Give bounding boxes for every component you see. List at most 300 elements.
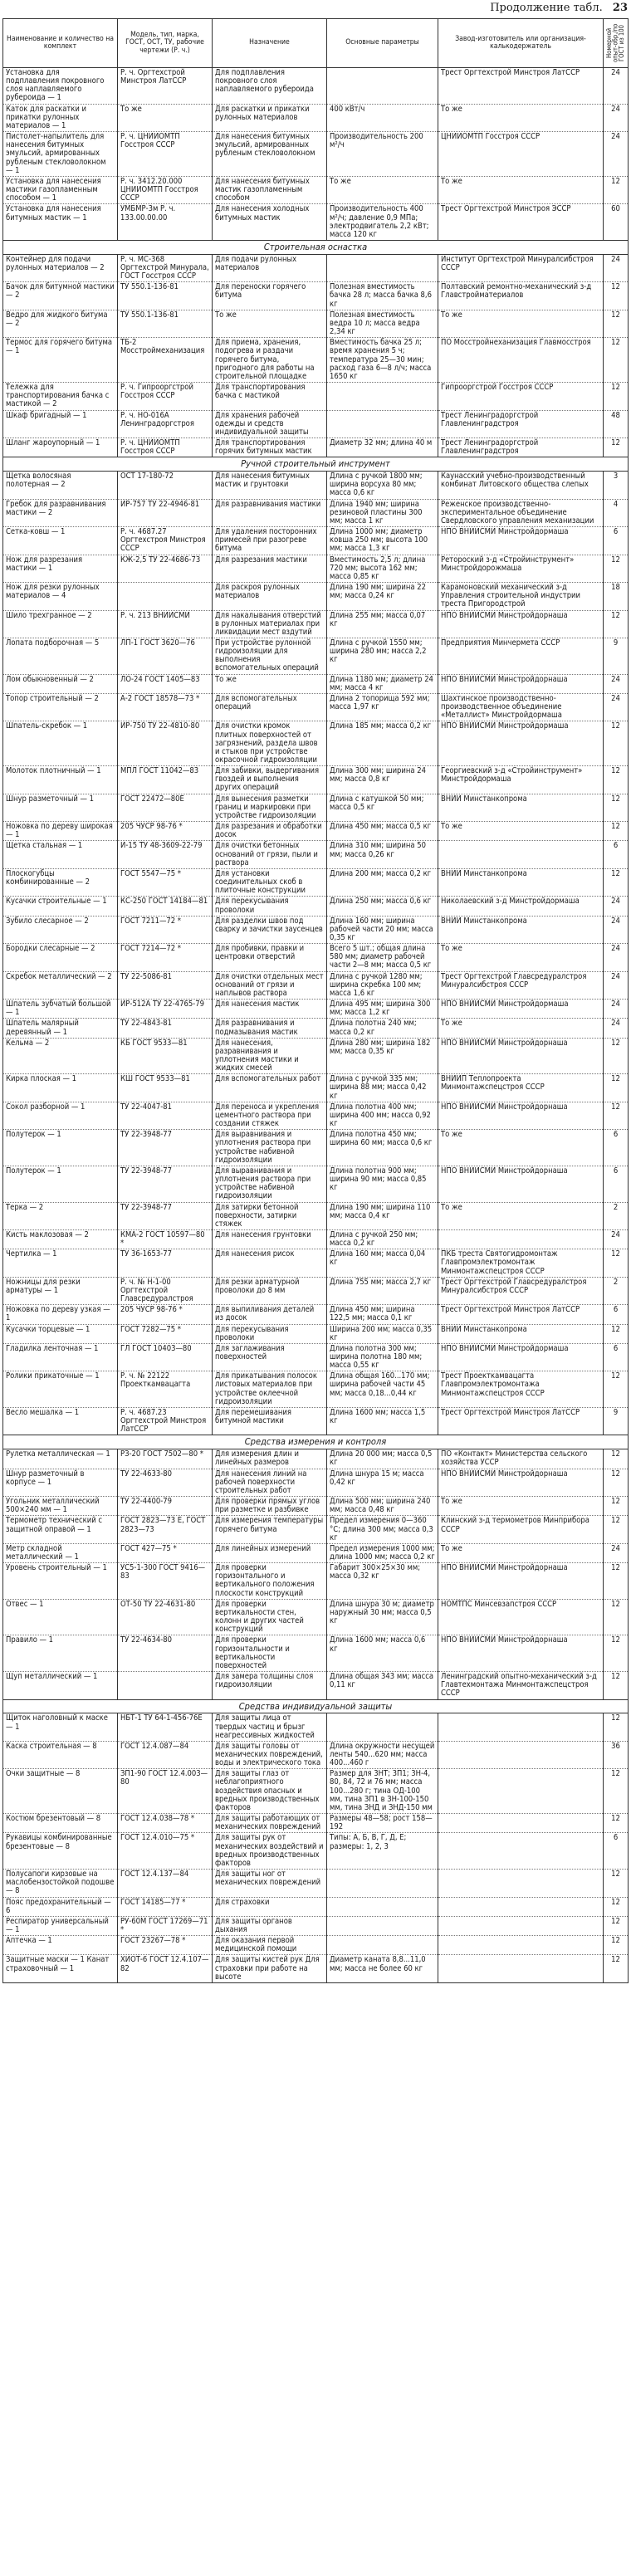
cell-norm: 6: [604, 1343, 629, 1371]
table-row: [3, 527, 629, 555]
section-header-row: [3, 457, 629, 472]
cell-name: Шкаф бригадный — 1: [3, 410, 118, 437]
cell-manufacturer: ВНИИП Теплопроекта Минмонтажспецстроя СССР: [438, 1074, 604, 1102]
cell-params: Длина полотна 300 мм; ширина полотна 180 мм; масса 0,55 кг: [327, 1343, 438, 1371]
cell-model: А-2 ГОСТ 18578—73 *: [118, 693, 213, 721]
cell-norm: 24: [604, 1229, 629, 1249]
cell-params: Длина с ручкой 1800 мм; ширина ворсуха 80 мм; масса 0,6 кг: [327, 472, 438, 499]
cell-params: Размер для 3НТ; 3П1; 3Н-4, 80, 84, 72 и 76 мм; масса 100...280 г; тина ОД-100 мм, тина ЗП1 в ЗН-100-150 мм, тина ЗНД и ЗНД-150 мм: [327, 1769, 438, 1814]
cell-model: НБТ-1 ТУ 64-1-456-76Е: [118, 1713, 213, 1741]
cell-name: Гладилка ленточная — 1: [3, 1343, 118, 1371]
cell-manufacturer: Шахтинское производственно-производственное объединение «Металлист» Минстройдормаша: [438, 693, 604, 721]
table-row: [3, 1543, 629, 1562]
cell-params: [327, 254, 438, 281]
table-row: [3, 971, 629, 999]
cell-purpose: Для транспортирования бачка с мастикой: [213, 383, 327, 410]
cell-manufacturer: [438, 1936, 604, 1955]
cell-model: ГОСТ 427—75 *: [118, 1543, 213, 1562]
table-row: [3, 766, 629, 794]
cell-name: Угольник металлический 500×240 мм — 1: [3, 1497, 118, 1516]
cell-params: Длина 495 мм; ширина 300 мм; масса 1,2 кг: [327, 1000, 438, 1019]
cell-norm: 12: [604, 1497, 629, 1516]
cell-model: ТУ 22-3948-77: [118, 1202, 213, 1229]
cell-name: Шило трехгранное — 2: [3, 610, 118, 638]
cell-model: ОСТ 17-180-72: [118, 472, 213, 499]
table-row: [3, 68, 629, 105]
cell-model: Р. ч. ЦНИИОМТП Госстроя СССР: [118, 132, 213, 177]
cell-name: Щетка стальная — 1: [3, 841, 118, 868]
cell-params: Длина 310 мм; ширина 50 мм; масса 0,26 кг: [327, 841, 438, 868]
cell-norm: 12: [604, 437, 629, 457]
cell-model: Р. ч. Гипрооргстрой Госстроя СССР: [118, 383, 213, 410]
cell-norm: 12: [604, 1916, 629, 1935]
cell-manufacturer: НПО ВНИИСМИ Минстройдормаша: [438, 721, 604, 766]
cell-model: ТУ 22-5086-81: [118, 971, 213, 999]
cell-norm: 24: [604, 674, 629, 693]
cell-manufacturer: Карамоновский механический з-д Управления строительной индустрии треста Пригородстрой: [438, 583, 604, 610]
cell-model: УС5-1-300 ГОСТ 9416—83: [118, 1563, 213, 1600]
cell-model: ГОСТ 2823—73 Е, ГОСТ 2823—73: [118, 1516, 213, 1543]
cell-params: Длина 1600 мм; масса 1,5 кг: [327, 1407, 438, 1435]
cell-params: Вместимость 2,5 л; длина 720 мм; высота 162 мм; масса 0,85 кг: [327, 555, 438, 582]
cell-purpose: Для приема, хранения, подогрева и раздачи горячего битума, пригодного для работы на строительной площадке: [213, 338, 327, 383]
table-row: [3, 1019, 629, 1038]
cell-manufacturer: [438, 1955, 604, 1982]
cell-norm: 12: [604, 282, 629, 310]
cell-purpose: Для нанесения битумных мастик газопламенным способом: [213, 176, 327, 203]
cell-purpose: Для переноски горячего битума: [213, 282, 327, 310]
cell-norm: 24: [604, 1000, 629, 1019]
cell-params: Длина 185 мм; масса 0,2 кг: [327, 721, 438, 766]
cell-name: Установка для подплавления покровного слоя наплавляемого рубероида — 1: [3, 68, 118, 105]
col-header-purpose: Назначение: [213, 19, 327, 68]
table-row: [3, 1305, 629, 1324]
cell-manufacturer: Ретороский з-д «Стройинструмент» Минстройдорожмаша: [438, 555, 604, 582]
table-row: [3, 674, 629, 693]
cell-params: Длина 300 мм; ширина 24 мм; масса 0,8 кг: [327, 766, 438, 794]
cell-manufacturer: Трест Проекткамвацагта Главпромэлектромонтажа Минмонтажспецстроя СССР: [438, 1371, 604, 1408]
table-row: [3, 916, 629, 943]
cell-name: Рукавицы комбинированные брезентовые — 8: [3, 1833, 118, 1870]
cell-model: Р. ч. 4687.23 Оргтехстрой Минстроя ЛатССР: [118, 1407, 213, 1435]
cell-params: Длина общая 160...170 мм; ширина рабочей части 45 мм; масса 0,18...0,44 кг: [327, 1371, 438, 1408]
cell-purpose: При устройстве рулонной гидроизоляции для выполнения вспомогательных операций: [213, 638, 327, 674]
cell-model: ТУ 22-4633-80: [118, 1469, 213, 1496]
cell-name: Аптечка — 1: [3, 1936, 118, 1955]
cell-manufacturer: ПО «Контакт» Министерства сельского хозяйства УССР: [438, 1449, 604, 1469]
cell-norm: 12: [604, 383, 629, 410]
cell-name: Щетка волосяная полотерная — 2: [3, 472, 118, 499]
cell-purpose: Для разрезания и обработки досок: [213, 822, 327, 841]
cell-model: ГОСТ 12.4.010—75 *: [118, 1833, 213, 1870]
cell-purpose: Для нанесения линий на рабочей поверхности строительных работ: [213, 1469, 327, 1496]
cell-name: Шпатель зубчатый большой — 1: [3, 1000, 118, 1019]
cell-model: ЗП1-90 ГОСТ 12.4.003—80: [118, 1769, 213, 1814]
cell-norm: 12: [604, 176, 629, 203]
table-row: [3, 1497, 629, 1516]
cell-manufacturer: [438, 1897, 604, 1916]
cell-manufacturer: Трест Оргтехстрой Главсредуралстроя Минуралсибстроя СССР: [438, 971, 604, 999]
cell-name: Полутерок — 1: [3, 1130, 118, 1166]
cell-model: Р. ч. № 22122 Проекткамвацагта: [118, 1371, 213, 1408]
cell-model: ГОСТ 12.4.087—84: [118, 1741, 213, 1768]
cell-name: Ролики прикаточные — 1: [3, 1371, 118, 1408]
cell-manufacturer: НПО ВНИИСМИ Минстройдорнаша: [438, 1469, 604, 1496]
cell-manufacturer: [438, 841, 604, 868]
cell-manufacturer: То же: [438, 1543, 604, 1562]
cell-params: Длина 500 мм; ширина 240 мм; масса 0,48 кг: [327, 1497, 438, 1516]
page-header: [0, 2, 628, 17]
cell-name: Уровень строительный — 1: [3, 1563, 118, 1600]
table-row: [3, 254, 629, 281]
cell-norm: 36: [604, 1741, 629, 1768]
cell-name: Защитные маски — 1 Канат страховочный — 1: [3, 1955, 118, 1982]
cell-norm: 12: [604, 1449, 629, 1469]
cell-params: Длина 1940 мм; ширина резиновой пластины 300 мм; масса 1 кг: [327, 499, 438, 526]
cell-params: Производительность 200 м²/ч: [327, 132, 438, 177]
cell-manufacturer: НПО ВНИИСМИ Минстройдорнаша: [438, 1102, 604, 1129]
cell-name: Полутерок — 1: [3, 1166, 118, 1202]
cell-purpose: Для проверки горизонтальности и вертикальности поверхностей: [213, 1635, 327, 1672]
cell-manufacturer: [438, 1713, 604, 1741]
table-row: [3, 1814, 629, 1833]
cell-params: Длина 20 000 мм; масса 0,5 кг: [327, 1449, 438, 1469]
cell-norm: 24: [604, 1019, 629, 1038]
cell-model: ГОСТ 14185—77 *: [118, 1897, 213, 1916]
table-row: [3, 1407, 629, 1435]
cell-norm: 24: [604, 68, 629, 105]
table-row: [3, 583, 629, 610]
cell-model: ЛО-24 ГОСТ 1405—83: [118, 674, 213, 693]
table-row: [3, 132, 629, 177]
cell-purpose: Для прикатывания полосок листовых материалов при устройстве оклеечной гидроизоляции: [213, 1371, 327, 1408]
table-row: [3, 555, 629, 582]
table-row: [3, 1102, 629, 1129]
table-row: [3, 437, 629, 457]
table-row: [3, 1249, 629, 1277]
cell-params: [327, 1936, 438, 1955]
cell-name: Рулетка металлическая — 1: [3, 1449, 118, 1469]
cell-model: ТУ 22-4843-81: [118, 1019, 213, 1038]
cell-manufacturer: Полтавский ремонтно-механический з-д Главстройматериалов: [438, 282, 604, 310]
cell-manufacturer: То же: [438, 944, 604, 971]
cell-name: Сокол разборной — 1: [3, 1102, 118, 1129]
cell-purpose: Для защиты глаз от неблагоприятного воздействия опасных и вредных производственных факторов: [213, 1769, 327, 1814]
table-row: [3, 1449, 629, 1469]
cell-manufacturer: Каунасский учебно-производственный комбинат Литовского общества слепых: [438, 472, 604, 499]
cell-manufacturer: То же: [438, 104, 604, 131]
cell-model: Р. ч. ЦНИИОМТП Госстроя СССР: [118, 437, 213, 457]
cell-manufacturer: [438, 1229, 604, 1249]
cell-norm: 12: [604, 555, 629, 582]
cell-model: 205 ЧУСР 98-76 *: [118, 1305, 213, 1324]
cell-norm: 12: [604, 1563, 629, 1600]
cell-name: Очки защитные — 8: [3, 1769, 118, 1814]
cell-norm: 12: [604, 610, 629, 638]
cell-name: Метр складной металлический — 1: [3, 1543, 118, 1562]
section-title: Строительная оснастка: [3, 240, 629, 254]
cell-model: ТУ 550.1-136-81: [118, 310, 213, 337]
cell-purpose: Для защиты работающих от механических повреждений: [213, 1814, 327, 1833]
cell-name: Пистолет-напылитель для нанесения битумных эмульсий, армированных рубленым стекловолокном — 1: [3, 132, 118, 177]
cell-purpose: Для установки соединительных скоб в плиточные конструкции: [213, 868, 327, 896]
cell-purpose: Для проверки прямых углов при разметке и разбивке: [213, 1497, 327, 1516]
table-row: [3, 1038, 629, 1074]
cell-name: Контейнер для подачи рулонных материалов — 2: [3, 254, 118, 281]
cell-purpose: Для замера толщины слоя гидроизоляции: [213, 1672, 327, 1699]
cell-params: Длина 450 мм; масса 0,5 кг: [327, 822, 438, 841]
cell-norm: 12: [604, 338, 629, 383]
cell-params: [327, 1897, 438, 1916]
cell-norm: 48: [604, 410, 629, 437]
cell-manufacturer: ВНИИ Минстанкопрома: [438, 794, 604, 821]
cell-manufacturer: Реженское производственно-экспериментальное объединение Свердловского управления механизации: [438, 499, 604, 526]
table-row: [3, 1229, 629, 1249]
cell-purpose: Для очистки кромок плитных поверхностей от загрязнений, раздела швов и стыков при устройстве окрасочной гидроизоляции: [213, 721, 327, 766]
cell-params: Длина окружности несущей ленты 540...620 мм; масса 400...460 г: [327, 1741, 438, 1768]
table-row: [3, 610, 629, 638]
cell-purpose: Для нанесения, разравнивания и уплотнения мастики и жидких смесей: [213, 1038, 327, 1074]
table-row: [3, 1371, 629, 1408]
cell-purpose: Для измерения длин и линейных размеров: [213, 1449, 327, 1469]
cell-model: ТУ 22-4400-79: [118, 1497, 213, 1516]
cell-purpose: Для вспомогательных работ: [213, 1074, 327, 1102]
cell-purpose: Для подплавления покровного слоя наплавляемого рубероида: [213, 68, 327, 105]
cell-params: Длина 250 мм; масса 0,6 кг: [327, 897, 438, 916]
cell-model: ИР-757 ТУ 22-4946-81: [118, 499, 213, 526]
cell-name: Шнур разметочный — 1: [3, 794, 118, 821]
cell-norm: 6: [604, 1833, 629, 1870]
cell-manufacturer: НПО ВНИИСМИ Минстройдорнаша: [438, 674, 604, 693]
cell-manufacturer: НОМТПС Минсевзапстроя СССР: [438, 1599, 604, 1635]
cell-norm: 12: [604, 1814, 629, 1833]
cell-manufacturer: Трест Ленинградоргстрой Главленинградстроя: [438, 437, 604, 457]
cell-purpose: Для защиты рук от механических воздействий и вредных производственных факторов: [213, 1833, 327, 1870]
cell-purpose: Для перекусывания проволоки: [213, 1324, 327, 1343]
cell-norm: 12: [604, 822, 629, 841]
cell-purpose: Для выравнивания и уплотнения раствора при устройстве набивной гидроизоляции: [213, 1166, 327, 1202]
cell-params: Длина 160 мм; масса 0,04 кг: [327, 1249, 438, 1277]
cell-params: Длина 200 мм; масса 0,2 кг: [327, 868, 438, 896]
cell-norm: 12: [604, 1371, 629, 1408]
table-row: [3, 1130, 629, 1166]
cell-manufacturer: ВНИИ Минстанкопрома: [438, 1324, 604, 1343]
cell-manufacturer: НПО ВНИИСМИ Минстройдорнаша: [438, 1635, 604, 1672]
table-row: [3, 1870, 629, 1897]
cell-manufacturer: То же: [438, 176, 604, 203]
table-row: [3, 1936, 629, 1955]
cell-name: Нож для резки рулонных материалов — 4: [3, 583, 118, 610]
cell-name: Плоскогубцы комбинированные — 2: [3, 868, 118, 896]
cell-norm: 24: [604, 944, 629, 971]
col-header-norm-text: Номерной опыт-обр./по ГОСТ из 100: [605, 23, 626, 63]
cell-purpose: Для нанесения грунтовки: [213, 1229, 327, 1249]
table-row: [3, 410, 629, 437]
section-title: Средства измерения и контроля: [3, 1435, 629, 1449]
cell-params: Длина шнура 15 м; масса 0,42 кг: [327, 1469, 438, 1496]
cell-purpose: Для подачи рулонных материалов: [213, 254, 327, 281]
table-row: [3, 721, 629, 766]
cell-norm: 24: [604, 971, 629, 999]
cell-purpose: Для вспомогательных операций: [213, 693, 327, 721]
table-row: [3, 1769, 629, 1814]
cell-norm: 24: [604, 132, 629, 177]
table-row: [3, 499, 629, 526]
cell-name: Ведро для жидкого битума — 2: [3, 310, 118, 337]
cell-purpose: Для выравнивания и уплотнения раствора при устройстве набивной гидроизоляции: [213, 1130, 327, 1166]
cell-params: Длина с ручкой 335 мм; ширина 88 мм; масса 0,42 кг: [327, 1074, 438, 1102]
cell-purpose: Для вынесения разметки границ и маркировки при устройстве гидроизоляции: [213, 794, 327, 821]
cell-params: Длина 255 мм; масса 0,07 кг: [327, 610, 438, 638]
cell-params: Ширина 200 мм; масса 0,35 кг: [327, 1324, 438, 1343]
cell-manufacturer: Трест Ленинградоргстрой Главленинградстроя: [438, 410, 604, 437]
cell-model: ГОСТ 12.4.137—84: [118, 1870, 213, 1897]
cell-params: Полезная вместимость бачка 28 л; масса бачка 8,6 кг: [327, 282, 438, 310]
cell-model: Р. ч. № Н-1-00 Оргтехстрой Главсредуралстроя: [118, 1277, 213, 1304]
cell-name: Ножницы для резки арматуры — 1: [3, 1277, 118, 1304]
cell-manufacturer: Георгиевский з-д «Стройинструмент» Минстройдормаша: [438, 766, 604, 794]
cell-params: Длина с катушкой 50 мм; масса 0,5 кг: [327, 794, 438, 821]
cell-purpose: Для затирки бетонной поверхности, затирки стяжек: [213, 1202, 327, 1229]
cell-params: Длина с ручкой 250 мм; масса 0,2 кг: [327, 1229, 438, 1249]
cell-manufacturer: Ленинградский опытно-механический з-д Главтехмонтажа Минмонтажспецстроя СССР: [438, 1672, 604, 1699]
cell-name: Чертилка — 1: [3, 1249, 118, 1277]
cell-model: УМБМР-3м Р. ч. 133.00.00.00: [118, 204, 213, 241]
cell-purpose: Для нанесения битумных эмульсий, армированных рубленым стекловолокном: [213, 132, 327, 177]
cell-params: Типы: А, Б, В, Г, Д, Е; размеры: 1, 2, 3: [327, 1833, 438, 1870]
cell-name: Лом обыкновенный — 2: [3, 674, 118, 693]
cell-purpose: Для очистки отдельных мест оснований от грязи и наплывов раствора: [213, 971, 327, 999]
cell-norm: 24: [604, 693, 629, 721]
cell-norm: 12: [604, 1038, 629, 1074]
cell-purpose: Для нанесения мастик: [213, 1000, 327, 1019]
cell-purpose: Для раскроя рулонных материалов: [213, 583, 327, 610]
cell-name: Ножовка по дереву узкая — 1: [3, 1305, 118, 1324]
cell-params: Диаметр каната 8,8...11,0 мм; масса не более 60 кг: [327, 1955, 438, 1982]
cell-purpose: Для транспортирования горячих битумных мастик: [213, 437, 327, 457]
table-row: [3, 1635, 629, 1672]
cell-name: Ножовка по дереву широкая — 1: [3, 822, 118, 841]
cell-norm: 24: [604, 916, 629, 943]
cell-norm: 6: [604, 527, 629, 555]
table-row: [3, 1897, 629, 1916]
cell-norm: 18: [604, 583, 629, 610]
cell-purpose: Для нанесения холодных битумных мастик: [213, 204, 327, 241]
table-row: [3, 1324, 629, 1343]
cell-model: ТУ 22-3948-77: [118, 1166, 213, 1202]
cell-params: Длина полотна 900 мм; ширина 90 мм; масса 0,85 кг: [327, 1166, 438, 1202]
cell-name: Щуп металлический — 1: [3, 1672, 118, 1699]
col-header-manufacturer: Завод-изготовитель или организация-калькодержатель: [438, 19, 604, 68]
table-body: [3, 68, 629, 1983]
cell-model: Р. ч. Оргтехстрой Минстроя ЛатССР: [118, 68, 213, 105]
table-row: [3, 693, 629, 721]
cell-params: Производительность 400 м²/ч; давление 0,9 МПа; электродвигатель 2,2 кВт; масса 120 кг: [327, 204, 438, 241]
cell-params: [327, 1870, 438, 1897]
cell-model: КБ ГОСТ 9533—81: [118, 1038, 213, 1074]
table-row: [3, 638, 629, 674]
cell-norm: 12: [604, 1074, 629, 1102]
cell-purpose: То же: [213, 674, 327, 693]
table-row: [3, 868, 629, 896]
section-title: Средства индивидуальной защиты: [3, 1699, 629, 1713]
cell-norm: 12: [604, 721, 629, 766]
cell-name: Терка — 2: [3, 1202, 118, 1229]
cell-model: ГОСТ 23267—78 *: [118, 1936, 213, 1955]
cell-manufacturer: НПО ВНИИСМИ Минстройдорнаша: [438, 1563, 604, 1600]
cell-manufacturer: НПО ВНИИСМИ Минстройдормаша: [438, 1343, 604, 1371]
table-row: [3, 204, 629, 241]
cell-norm: 12: [604, 1635, 629, 1672]
table-row: [3, 472, 629, 499]
cell-manufacturer: Гипрооргстрой Госстроя СССР: [438, 383, 604, 410]
cell-norm: 12: [604, 1672, 629, 1699]
cell-manufacturer: [438, 1769, 604, 1814]
cell-manufacturer: Трест Оргтехстрой Минстроя ЛатССР: [438, 68, 604, 105]
cell-purpose: Для резки арматурной проволоки до 8 мм: [213, 1277, 327, 1304]
section-header-row: [3, 1435, 629, 1449]
cell-norm: 3: [604, 472, 629, 499]
cell-model: КЖ-2,5 ТУ 22-4686-73: [118, 555, 213, 582]
cell-params: [327, 68, 438, 105]
cell-params: [327, 1916, 438, 1935]
cell-params: Вместимость бачка 25 л; время хранения 5 ч; температура 25—30 мин; расход газа 6—8 л/ч; масса 1650 кг: [327, 338, 438, 383]
cell-manufacturer: [438, 1916, 604, 1935]
cell-norm: 9: [604, 1407, 629, 1435]
cell-norm: 12: [604, 868, 629, 896]
cell-norm: 12: [604, 766, 629, 794]
cell-name: Термос для горячего битума — 1: [3, 338, 118, 383]
cell-manufacturer: То же: [438, 1130, 604, 1166]
cell-params: Длина 160 мм; ширина рабочей части 20 мм; масса 0,35 кг: [327, 916, 438, 943]
cell-params: Длина 1000 мм; диаметр ковша 250 мм; высота 100 мм; масса 1,3 кг: [327, 527, 438, 555]
table-row: [3, 1516, 629, 1543]
cell-purpose: Для выпиливания деталей из досок: [213, 1305, 327, 1324]
cell-params: [327, 410, 438, 437]
cell-purpose: Для нанесения битумных мастик и грунтовки: [213, 472, 327, 499]
cell-model: ТБ-2 Мосстроймеханизация: [118, 338, 213, 383]
cell-purpose: Для разравнивания и подмазывания мастик: [213, 1019, 327, 1038]
cell-manufacturer: [438, 1814, 604, 1833]
cell-purpose: Для защиты кистей рук Для страховки при работе на высоте: [213, 1955, 327, 1982]
cell-model: Р. ч. 3412.20.000 ЦНИИОМТП Госстроя СССР: [118, 176, 213, 203]
cell-norm: 24: [604, 254, 629, 281]
cell-purpose: Для защиты органов дыхания: [213, 1916, 327, 1935]
cell-model: ИР-750 ТУ 22-4810-80: [118, 721, 213, 766]
cell-purpose: Для линейных измерений: [213, 1543, 327, 1562]
cell-model: ИР-512А ТУ 22-4765-79: [118, 1000, 213, 1019]
cell-params: Всего 5 шт.; общая длина 580 мм; диаметр рабочей части 2—8 мм; масса 0,5 кг: [327, 944, 438, 971]
cell-name: Шланг жароупорный — 1: [3, 437, 118, 457]
cell-manufacturer: Трест Оргтехстрой Главсредуралстроя Минуралсибстроя СССР: [438, 1277, 604, 1304]
cell-manufacturer: То же: [438, 1019, 604, 1038]
cell-manufacturer: ВНИИ Минстанкопрома: [438, 868, 604, 896]
cell-params: Длина с ручкой 1550 мм; ширина 280 мм; масса 2,2 кг: [327, 638, 438, 674]
cell-purpose: Для разрезания мастики: [213, 555, 327, 582]
cell-manufacturer: Трест Оргтехстрой Минстроя ЭССР: [438, 204, 604, 241]
table-row: [3, 1563, 629, 1600]
cell-params: Размеры 48—58; рост 158—192: [327, 1814, 438, 1833]
cell-norm: 2: [604, 1277, 629, 1304]
cell-model: [118, 583, 213, 610]
cell-name: Установка для нанесения битумных мастик — 1: [3, 204, 118, 241]
cell-name: Кирка плоская — 1: [3, 1074, 118, 1102]
cell-model: Р. ч. 213 ВНИИСМИ: [118, 610, 213, 638]
table-row: [3, 282, 629, 310]
cell-manufacturer: ПО Мосстройнеханизация Главмосстроя: [438, 338, 604, 383]
table-row: [3, 1955, 629, 1982]
cell-name: Каток для раскатки и прикатки рулонных материалов — 1: [3, 104, 118, 131]
